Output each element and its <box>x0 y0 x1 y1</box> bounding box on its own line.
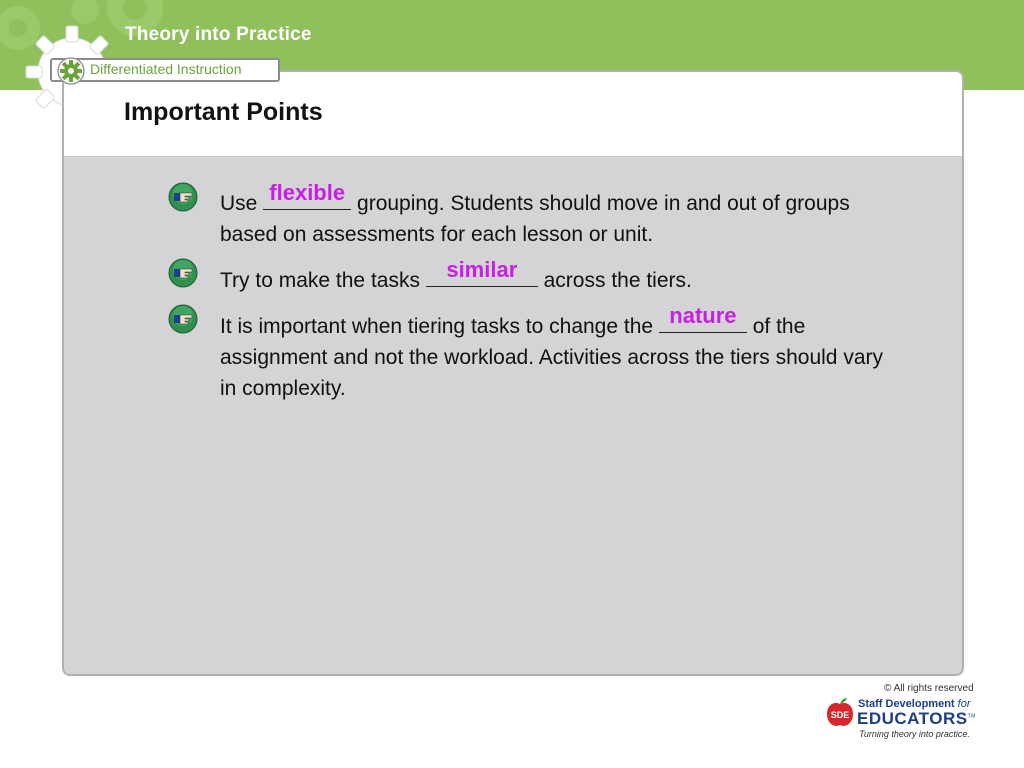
series-title: Theory into Practice <box>125 24 312 45</box>
bullet-2 <box>220 257 900 296</box>
pointing-hand-icon <box>168 304 198 334</box>
blank-2 <box>426 257 538 287</box>
di-badge-label: Differentiated Instruction <box>90 61 242 77</box>
bullet-3 <box>220 303 900 404</box>
bullet-2-before: Try to make the tasks <box>220 269 426 292</box>
logo-trademark: TM <box>967 713 976 720</box>
bullet-3-after: of the assignment and not the workload. Activities across the tiers should vary in complexity. <box>220 315 883 400</box>
answer-nature: nature <box>669 303 737 328</box>
answer-flexible: flexible <box>269 180 346 205</box>
pointing-hand-icon <box>168 182 198 212</box>
logo-line-1-main: Staff Development <box>858 698 955 710</box>
logo-line-1-for: for <box>957 698 971 710</box>
bullet-2-after: across the tiers. <box>537 269 692 292</box>
logo-tagline: Turning theory into practice. <box>859 729 970 739</box>
bullet-1-after: grouping. Students should move in and out of groups based on assessments for each lesson or unit. <box>220 192 850 246</box>
bullet-1 <box>220 180 900 250</box>
logo-line-2-main: EDUCATORS <box>857 709 968 728</box>
slide-title: Important Points <box>124 98 323 126</box>
pointing-hand-icon <box>168 258 198 288</box>
bullet-3-before: It is important when tiering tasks to change the <box>220 315 659 338</box>
logo-badge-text: SDE <box>830 710 850 720</box>
copyright-notice: © All rights reserved <box>884 683 974 694</box>
small-gear-icon <box>57 57 85 85</box>
bullet-1-before: Use <box>220 192 264 215</box>
logo-line-2 <box>857 709 976 729</box>
blank-3 <box>659 303 747 333</box>
answer-similar: similar <box>446 257 518 282</box>
blank-1 <box>263 180 351 210</box>
apple-logo-icon <box>824 697 856 729</box>
